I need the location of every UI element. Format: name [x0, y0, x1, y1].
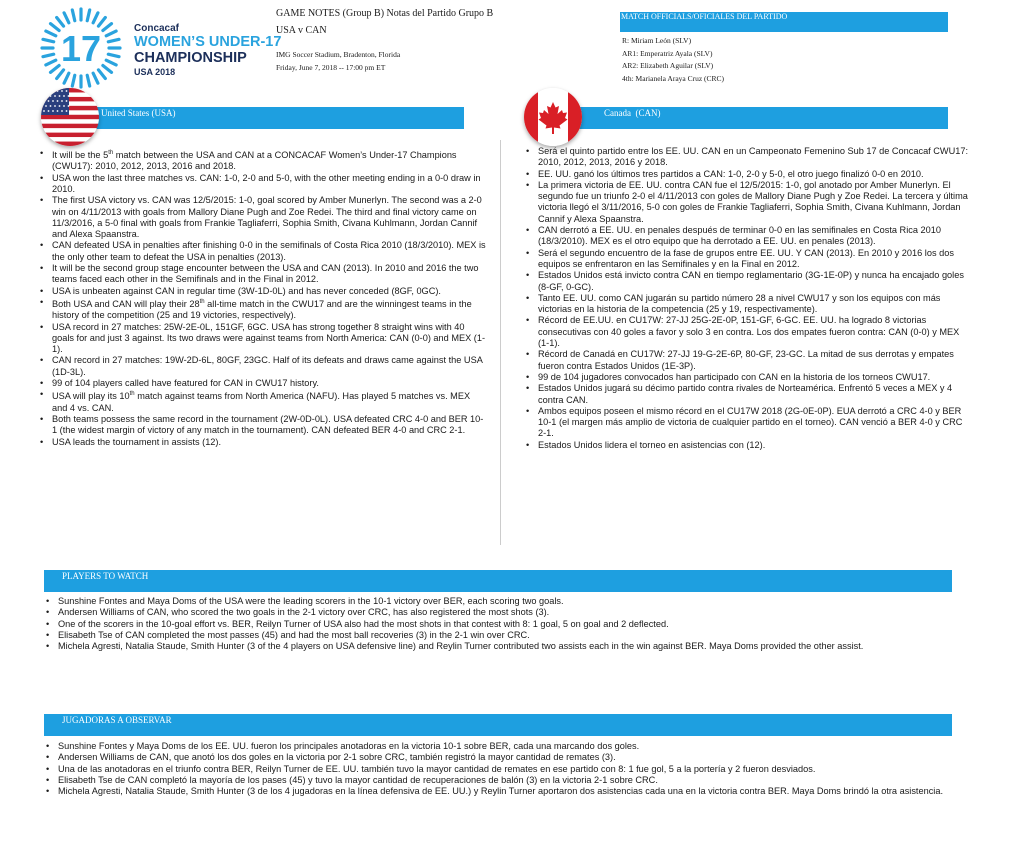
flag-star: [57, 90, 59, 92]
logo-ray: [43, 39, 54, 41]
can-note: • La primera victoria de EE. UU. contra CAN fue el 12/5/2015: 1-0, gol anotado por Amber Munerlyn. El segundo fue un triunfo 2-0 el 4/11/2013 con goles de Mallory Diane Pugh y Zoe Redei. La tercera y última victoria llegó el 3/11/2016, 5-0 con goles de Frankie Tagliaferri, Sophia Smith, Civana Kuhlmann, Jordan Cannif y Alexa Spaanstra.: [524, 180, 970, 225]
flag-stripe: [41, 119, 99, 124]
can-note: • Estados Unidos lidera el torneo en asistencias con (12).: [524, 440, 970, 451]
flag-star: [54, 105, 56, 107]
logo-ray: [72, 75, 74, 86]
flag-star: [57, 110, 59, 112]
officials-list: [622, 35, 724, 85]
flag-star: [45, 95, 47, 97]
usa-note: • It will be the second group stage encounter between the USA and CAN (2013). In 2010 and 2016 the two teams faced each other in the Semifinals and in the Final in 2012.: [38, 263, 486, 286]
usa-note: • USA leads the tournament in assists (12).: [38, 437, 486, 448]
flag-star: [45, 105, 47, 107]
venue: IMG Soccer Stadium, Bradenton, Florida: [276, 50, 401, 59]
jugadoras-list: [44, 741, 964, 797]
usa-note: • USA is unbeaten against CAN in regular time (3W-1D-0L) and has never conceded (8GF, 0GC).: [38, 286, 486, 297]
flag-stripe: [41, 142, 99, 146]
flag-star: [61, 110, 63, 112]
logo-ray: [57, 18, 64, 27]
can-note: • Ambos equipos poseen el mismo récord en el CU17W 2018 (2G-0E-0P). EUA derrotó a CRC 4-0 y BER 10-1 (el margen más amplio de victoria de cualquier partido en el torneo). CAN venció a BER 4-0 y CRC 2-1.: [524, 406, 970, 440]
logo-ray: [98, 18, 105, 27]
logo-ray: [103, 24, 112, 31]
player-note: • One of the scorers in the 10-goal effort vs. BER, Reilyn Turner of USA also had the most shots in that contest with 8: 1 goal, 5 on goal and 2 deflected.: [44, 619, 964, 630]
logo-ray: [103, 65, 112, 72]
can-note: • Tanto EE. UU. como CAN jugarán su partido número 28 a nivel CWU17 y son los equipos con más victorias en la historia de la competencia (25 y 19, respectivamente).: [524, 293, 970, 316]
flag-star: [48, 110, 50, 112]
logo-ray: [106, 60, 116, 65]
flag-star: [59, 105, 61, 107]
matchup: USA v CAN: [276, 25, 327, 36]
players-to-watch-list: [44, 596, 964, 652]
usa-heading: United States (USA): [101, 108, 176, 118]
flag-star: [61, 90, 63, 92]
can-note: • Estados Unidos jugará su décimo partido contra rivales de Norteamérica. Enfrentó 5 veces a MEX y 4 contra CAN.: [524, 383, 970, 406]
logo-sunburst-icon: [40, 7, 122, 89]
logo-title-line1: WOMEN’S UNDER-17: [134, 34, 282, 50]
flag-star: [63, 95, 65, 97]
flag-star: [48, 90, 50, 92]
flag-star: [54, 95, 56, 97]
flag-star: [59, 95, 61, 97]
can-note: • Será el quinto partido entre los EE. UU. CAN en un Campeonato Femenino Sub 17 de Concacaf CWU17: 2010, 2012, 2013, 2016 y 2018.: [524, 146, 970, 169]
usa-note: • Both teams possess the same record in the tournament (2W-0D-0L). USA defeated CRC 4-0 and BER 10-1 (the widest margin of victory of any match in the tournament). CAN defeated BER 4-0 and CRC 2-1.: [38, 414, 486, 437]
flag-star: [57, 100, 59, 102]
official-ar2: AR2: Elizabeth Aguilar (SLV): [622, 61, 714, 70]
official-ar1: AR1: Emperatriz Ayala (SLV): [622, 48, 713, 58]
game-notes-title: GAME NOTES (Group B) Notas del Partido Grupo B: [276, 8, 494, 19]
jugadoras-heading: JUGADORAS A OBSERVAR: [62, 715, 172, 725]
logo-ray: [46, 60, 56, 65]
official-fourth: 4th: Marianela Araya Cruz (CRC): [622, 73, 725, 83]
jugadora-note: • Sunshine Fontes y Maya Doms de los EE. UU. fueron los principales anotadoras en la victoria 10-1 sobre BER, cada una marcando dos goles.: [44, 741, 964, 752]
officials-heading: MATCH OFFICIALS/OFICIALES DEL PARTIDO: [621, 12, 788, 21]
logo-ray: [51, 24, 60, 31]
player-note: • Sunshine Fontes and Maya Doms of the USA were the leading scorers in the 10-1 victory over BER, each scoring two goals.: [44, 596, 964, 607]
flag-stripe: [41, 115, 99, 120]
logo-ray: [108, 39, 119, 41]
can-notes-list: [524, 146, 970, 451]
player-note: • Elisabeth Tse of CAN completed the most passes (45) and had the most ball recoveries (3) in the 2-1 win over CRC.: [44, 630, 964, 641]
jugadora-note: • Elisabeth Tse de CAN completó la mayoría de los pases (45) y tuvo la mayor cantidad de recuperaciones de balón (3) en la victoria 2-1 sobre CRC.: [44, 775, 964, 786]
logo-edition: USA 2018: [134, 67, 176, 77]
flag-star: [63, 105, 65, 107]
flag-star: [52, 110, 54, 112]
player-note: • Andersen Williams of CAN, who scored the two goals in the 2-1 victory over CRC, has also registered the most shots (3).: [44, 607, 964, 618]
flag-star: [68, 95, 70, 97]
canada-flag-icon: [524, 88, 582, 146]
column-divider: [500, 140, 501, 545]
logo-ray: [43, 54, 54, 56]
logo-ray: [72, 10, 74, 21]
flag-star: [61, 100, 63, 102]
officials-header-bar: [620, 12, 948, 32]
flag-star: [50, 105, 52, 107]
players-to-watch-bar: [44, 570, 952, 592]
flag-star: [66, 90, 68, 92]
logo-ray: [64, 73, 69, 83]
jugadora-note: • Una de las anotadoras en el triunfo contra BER, Reilyn Turner de EE. UU. también tuvo la mayor cantidad de remates en ese partido con 8: 1 fue gol, 5 a la portería y 2 fueron desviados.: [44, 764, 964, 775]
flag-star: [43, 90, 45, 92]
jugadora-note: • Andersen Williams de CAN, que anotó los dos goles en la victoria por 2-1 sobre CRC, también registró la mayor cantidad de remates (3).: [44, 752, 964, 763]
players-to-watch-heading: PLAYERS TO WATCH: [62, 571, 149, 581]
flag-star: [66, 100, 68, 102]
can-heading: Canada (CAN): [604, 108, 661, 118]
can-note: • Récord de Canadá en CU17W: 27-JJ 19-G-2E-6P, 80-GF, 23-GC. La mitad de sus derrotas y empates fueron contra Estados Unidos (1E-3P).: [524, 349, 970, 372]
usa-note: • It will be the 5th match between the USA and CAN at a CONCACAF Women’s Under-17 Champions (CWU17): 2010, 2012, 2013, 2016 and 2018.: [38, 148, 486, 173]
flag-star: [68, 105, 70, 107]
logo-ray: [57, 70, 64, 79]
official-referee: R: Miriam León (SLV): [622, 36, 692, 45]
logo-number: 17: [60, 28, 102, 69]
flag-stripe: [41, 128, 99, 133]
usa-header-bar: [96, 107, 464, 129]
usa-note: • The first USA victory vs. CAN was 12/5/2015: 1-0, goal scored by Amber Munerlyn. The second was a 2-0 win on 4/11/2013 with goals from Mallory Diane Pugh and Zoe Redei. The third and final victory came on 11/3/2016, a 5-0 final with goals from Frankie Tagliaferri, Sophia Smith, Civana Kuhlmann, Jordan Cannif and Alexa Spaanstra.: [38, 195, 486, 240]
flag-star: [50, 95, 52, 97]
logo-ray: [93, 13, 98, 23]
usa-note: • Both USA and CAN will play their 28th all-time match in the CWU17 and are the winningest teams in the history of the competition (25 and 19 victories, respectively).: [38, 297, 486, 322]
usa-flag-icon: [41, 88, 99, 146]
usa-note: • CAN record in 27 matches: 19W-2D-6L, 80GF, 23GC. Half of its defeats and draws came against the USA (1D-3L).: [38, 355, 486, 378]
logo-ray: [87, 75, 89, 86]
logo-org: Concacaf: [134, 23, 180, 34]
logo-ray: [46, 31, 56, 36]
logo-ray: [64, 13, 69, 23]
tournament-logo: [40, 7, 280, 89]
logo-ray: [51, 65, 60, 72]
logo-ray: [87, 10, 89, 21]
flag-star: [66, 110, 68, 112]
player-note: • Michela Agresti, Natalia Staude, Smith Hunter (3 of the 4 players on USA defensive line) and Reylin Turner contributed two assists each in the win against BER. Maya Doms provided the other assist.: [44, 641, 964, 652]
jugadora-note: • Michela Agresti, Natalia Staude, Smith Hunter (3 de los 4 jugadoras en la línea defensiva de EE. UU.) y Reylin Turner aportaron dos asistencias cada una en la victoria contra BER. Maya Doms brindó la otra asistencia.: [44, 786, 964, 797]
flag-star: [52, 90, 54, 92]
flag-star: [48, 100, 50, 102]
can-note: • EE. UU. ganó los últimos tres partidos a CAN: 1-0, 2-0 y 5-0, el otro juego finalizó 0-0 en 2010.: [524, 169, 970, 180]
can-note: • Récord de EE.UU. en CU17W: 27-JJ 25G-2E-0P, 151-GF, 6-GC. EE. UU. ha logrado 8 victorias consecutivas con 40 goles a favor y solo 3 en contra. Los dos empates fueron contra: CAN (0-0) y MEX (1-1).: [524, 315, 970, 349]
can-note: • 99 de 104 jugadores convocados han participado con CAN en la historia de los torneos CWU17.: [524, 372, 970, 383]
usa-notes-list: [38, 148, 486, 448]
can-note: • CAN derrotó a EE. UU. en penales después de terminar 0-0 en las semifinales en Costa Rica 2010 (18/3/2010). MEX es el otro equipo que ha derrotado a EE. UU. en penales (2013).: [524, 225, 970, 248]
logo-ray: [108, 54, 119, 56]
flag-stripe: [41, 124, 99, 129]
match-datetime: Friday, June 7, 2018 -- 17:00 pm ET: [276, 63, 386, 72]
can-header-bar: [578, 107, 948, 129]
flag-star: [43, 100, 45, 102]
flag-star: [43, 110, 45, 112]
can-note: • Estados Unidos está invicto contra CAN en tiempo reglamentario (3G-1E-0P) y nunca ha encajado goles (8-GF, 0-GC).: [524, 270, 970, 293]
logo-ray: [106, 31, 116, 36]
jugadoras-bar: [44, 714, 952, 736]
usa-note: • 99 of 104 players called have featured for CAN in CWU17 history.: [38, 378, 486, 389]
flag-star: [52, 100, 54, 102]
usa-note: • USA record in 27 matches: 25W-2E-0L, 151GF, 6GC. USA has strong together 8 straight wins with 40 goals for and just 3 against. Its two draws were against teams from North America: CAN (0-0) and MEX (1-1).: [38, 322, 486, 356]
flag-stripe: [41, 137, 99, 142]
usa-note: • CAN defeated USA in penalties after finishing 0-0 in the semifinals of Costa Rica 2010 (18/3/2010). MEX is the only other team to defeat the USA in penalties (2013).: [38, 240, 486, 263]
usa-note: • USA will play its 10th match against teams from North America (NAFU). Has played 5 matches vs. MEX and 4 vs. CAN.: [38, 389, 486, 414]
logo-title-line2: CHAMPIONSHIP: [134, 50, 247, 66]
logo-ray: [93, 73, 98, 83]
flag-stripe: [41, 133, 99, 138]
logo-ray: [98, 70, 105, 79]
usa-note: • USA won the last three matches vs. CAN: 1-0, 2-0 and 5-0, with the other meeting ending in a 0-0 draw in 2010.: [38, 173, 486, 196]
can-note: • Será el segundo encuentro de la fase de grupos entre EE. UU. Y CAN (2013). En 2010 y 2016 los dos equipos se enfrentaron en las Semifinales y en la Final en 2012.: [524, 248, 970, 271]
